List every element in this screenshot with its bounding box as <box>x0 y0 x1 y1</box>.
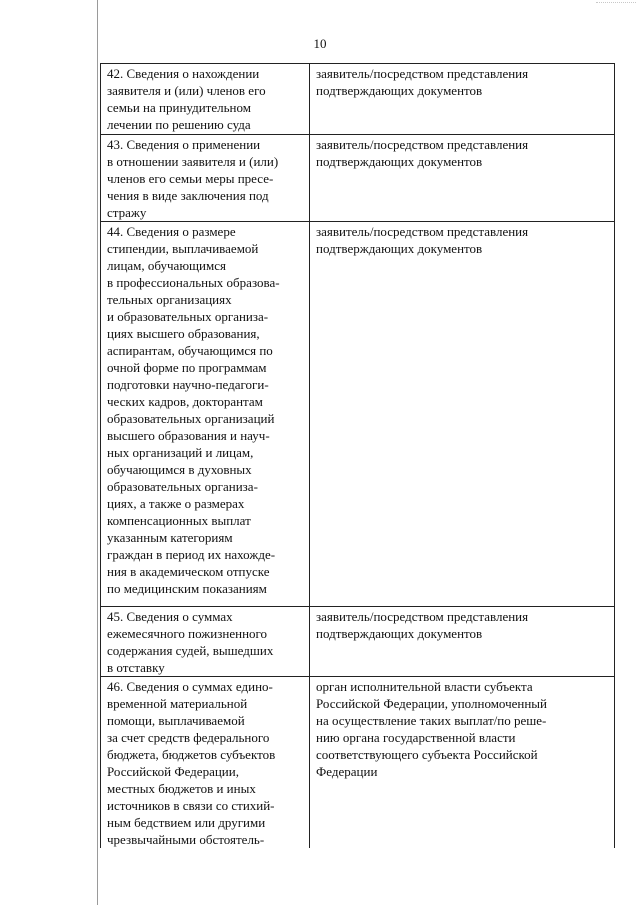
scan-margin-line <box>97 0 98 905</box>
table-row <box>101 607 615 677</box>
table-row <box>101 222 615 607</box>
table-cell-source: заявитель/посредством представления подтверждающих документов <box>310 607 615 677</box>
table-cell-source: орган исполнительной власти субъекта Российской Федерации, уполномоченный на осуществление таких выплат/по реше- нию органа государственной власти соответствующего субъекта Российской Федерации <box>310 677 615 849</box>
page-number: 10 <box>313 36 327 51</box>
table-cell-item: 43. Сведения о применении в отношении заявителя и (или) членов его семьи меры пресе- чения в виде заключения под стражу <box>101 135 310 222</box>
requirements-table <box>100 63 615 848</box>
table-cell-item: 42. Сведения о нахождении заявителя и (или) членов его семьи на принудительном лечении по решению суда <box>101 64 310 135</box>
table-row <box>101 64 615 135</box>
table-cell-item: 44. Сведения о размере стипендии, выплачиваемой лицам, обучающимся в профессиональных образова- тельных организациях и образовательных организа- циях высшего образования, аспирантам, обучающимся по очной форме по программам подготовки научно-педагоги- ческих кадров, докторантам образовательных организаций высшего образования и науч- ных организаций и лицам, обучающимся в духовных образовательных организа- циях, а также о размерах компенсационных выплат указанным категориям граждан в период их нахожде- ния в академическом отпуске по медицинским показаниям <box>101 222 310 607</box>
table-row <box>101 135 615 222</box>
table-cell-source: заявитель/посредством представления подтверждающих документов <box>310 135 615 222</box>
table-cell-item: 46. Сведения о суммах едино- временной материальной помощи, выплачиваемой за счет средств федерального бюджета, бюджетов субъектов Российской Федерации, местных бюджетов и иных источников в связи со стихий- ным бедствием или другими чрезвычайными обстоятель- <box>101 677 310 849</box>
table-row <box>101 677 615 849</box>
table-cell-source: заявитель/посредством представления подтверждающих документов <box>310 64 615 135</box>
table-cell-source: заявитель/посредством представления подтверждающих документов <box>310 222 615 607</box>
table-cell-item: 45. Сведения о суммах ежемесячного пожизненного содержания судей, вышедших в отставку <box>101 607 310 677</box>
scan-artifact <box>596 2 636 13</box>
